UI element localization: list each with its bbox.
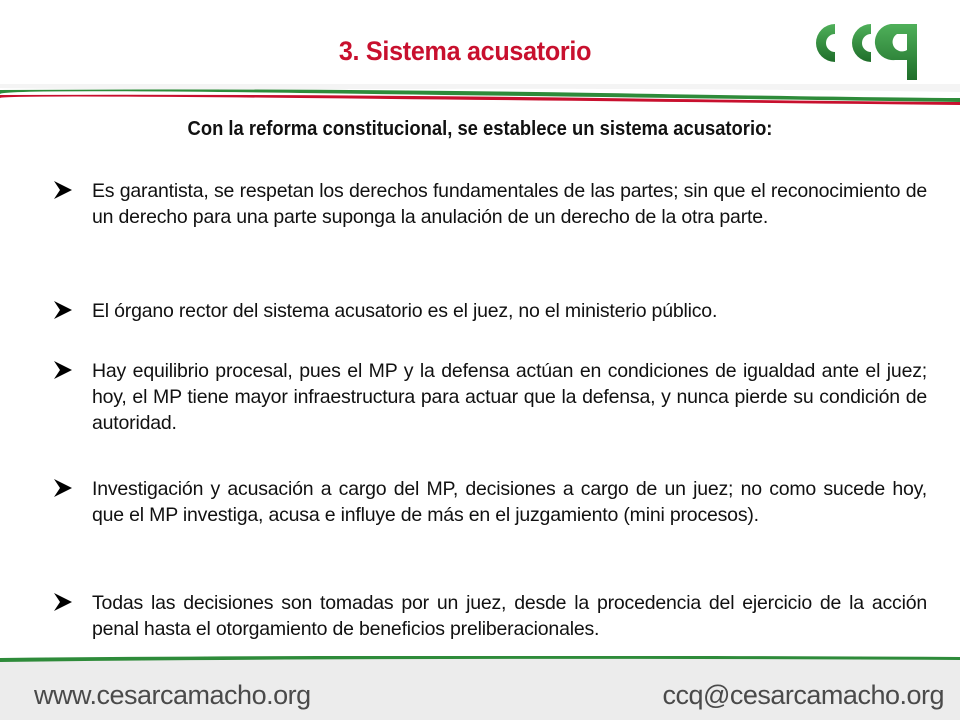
arrow-bullet-icon <box>52 300 74 320</box>
bullet-text: Todas las decisiones son tomadas por un juez, desde la procedencia del ejercicio de la acción penal hasta el otorgamiento de beneficios preliberacionales. <box>92 592 927 640</box>
arrow-bullet-icon <box>52 180 74 200</box>
arrow-bullet-icon <box>52 592 74 612</box>
bullet-text: El órgano rector del sistema acusatorio es el juez, no el ministerio público. <box>92 300 718 322</box>
bullet-text: Hay equilibrio procesal, pues el MP y la defensa actúan en condiciones de igualdad ante el juez; hoy, el MP tiene mayor infraestructura para actuar que la defensa, y nunca pierde su condición de autoridad. <box>92 360 927 434</box>
slide-subtitle: Con la reforma constitucional, se establece un sistema acusatorio: <box>187 118 773 140</box>
slide-title: 3. Sistema acusatorio <box>338 36 592 66</box>
arrow-bullet-icon <box>52 360 74 380</box>
footer-email-link[interactable]: ccq@cesarcamacho.org <box>662 680 944 710</box>
footer-website-link[interactable]: www.cesarcamacho.org <box>34 680 311 710</box>
ccq-logo <box>805 10 925 82</box>
arrow-bullet-icon <box>52 478 74 498</box>
bullet-text: Investigación y acusación a cargo del MP, decisiones a cargo de un juez; no como sucede hoy, que el MP investiga, acusa e influye de más en el juzgamiento (mini procesos). <box>92 478 927 526</box>
header-band <box>0 84 960 106</box>
bullet-text: Es garantista, se respetan los derechos fundamentales de las partes; sin que el reconocimiento de un derecho para una parte suponga la anulación de un derecho de la otra parte. <box>92 180 927 228</box>
